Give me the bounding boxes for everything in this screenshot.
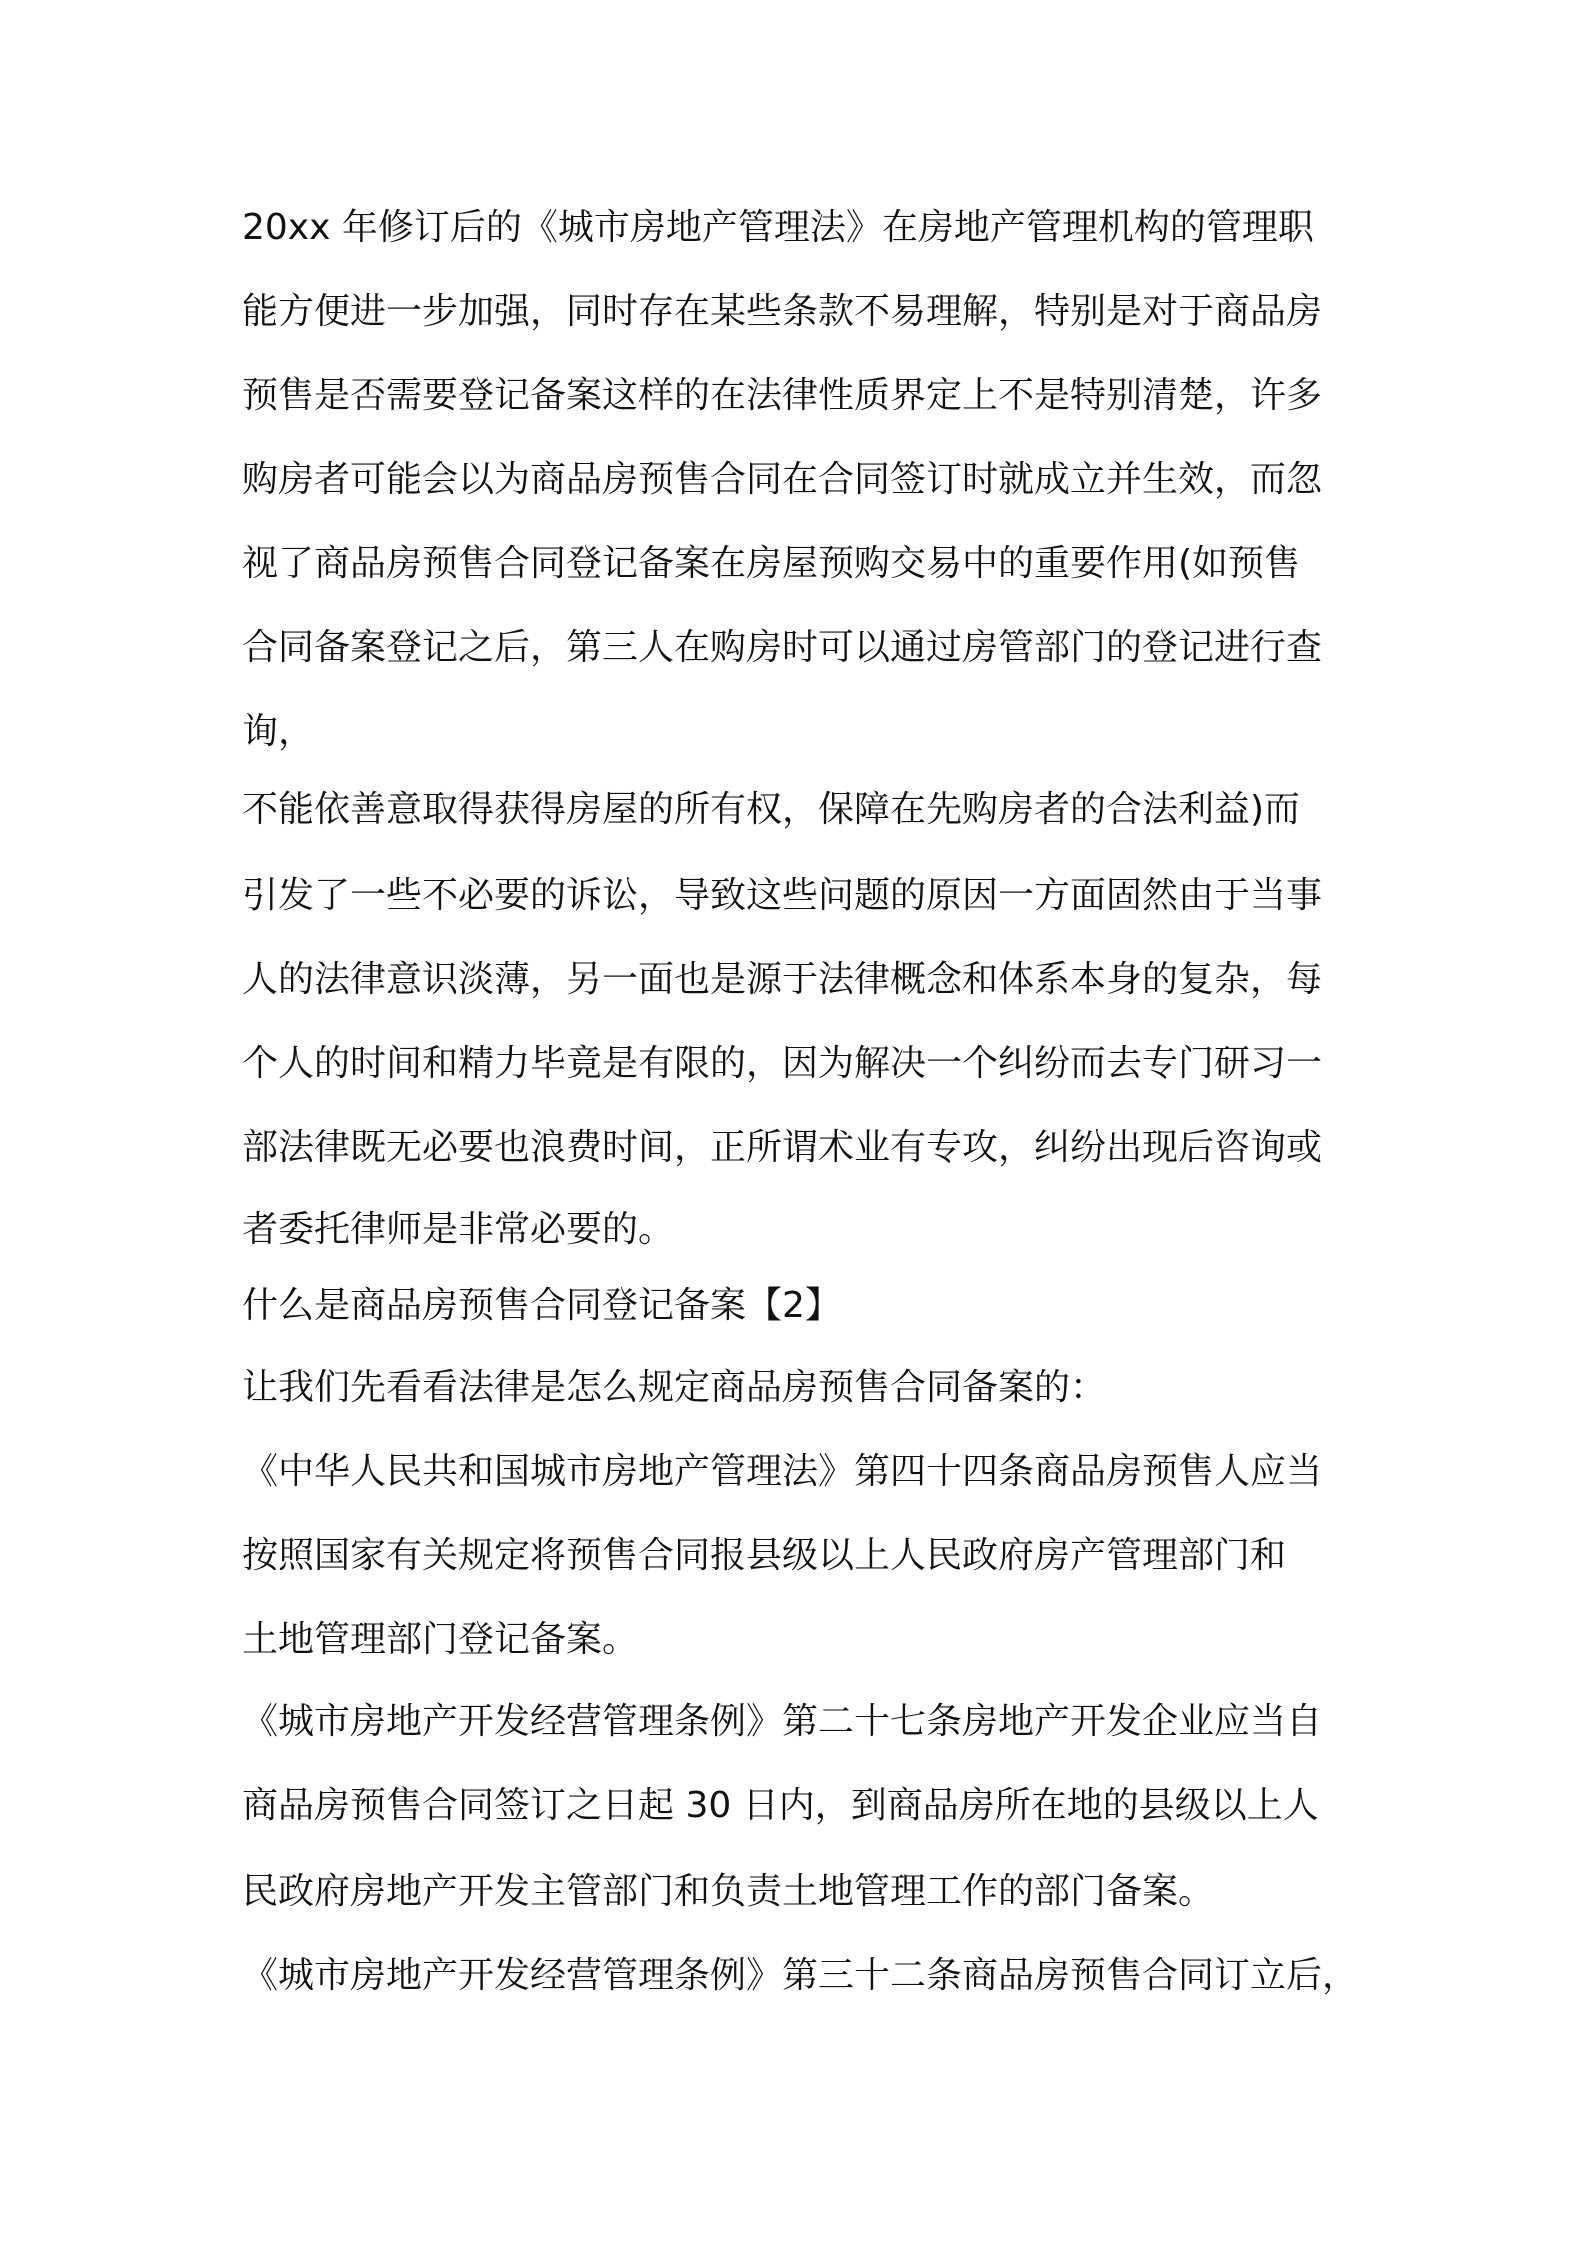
text-line: 土地管理部门登记备案。 (242, 1619, 639, 1660)
text-line: 20xx 年修订后的《城市房地产管理法》在房地产管理机构的管理职 (242, 207, 1314, 248)
text-line: 让我们先看看法律是怎么规定商品房预售合同备案的： (242, 1367, 1107, 1408)
text-line: 按照国家有关规定将预售合同报县级以上人民政府房产管理部门和 (242, 1535, 1287, 1576)
text-line: 《中华人民共和国城市房地产管理法》第四十四条商品房预售人应当 (242, 1451, 1323, 1492)
text-line: 购房者可能会以为商品房预售合同在合同签订时就成立并生效，而忽 (242, 459, 1323, 500)
text-line: 人的法律意识淡薄，另一面也是源于法律概念和体系本身的复杂，每 (242, 959, 1323, 1000)
text-line: 者委托律师是非常必要的。 (242, 1209, 675, 1250)
text-line: 《城市房地产开发经营管理条例》第二十七条房地产开发企业应当自 (242, 1701, 1323, 1742)
text-line: 不能依善意取得获得房屋的所有权，保障在先购房者的合法利益)而 (242, 789, 1301, 830)
text-line: 《城市房地产开发经营管理条例》第三十二条商品房预售合同订立后， (242, 1955, 1359, 1996)
text-line: 预售是否需要登记备案这样的在法律性质界定上不是特别清楚，许多 (242, 375, 1323, 416)
text-line: 合同备案登记之后，第三人在购房时可以通过房管部门的登记进行查 (242, 627, 1323, 668)
section-heading: 什么是商品房预售合同登记备案【2】 (242, 1285, 841, 1326)
text-line: 引发了一些不必要的诉讼，导致这些问题的原因一方面固然由于当事 (242, 875, 1323, 916)
text-line: 商品房预售合同签订之日起 30 日内，到商品房所在地的县级以上人 (242, 1785, 1319, 1826)
text-line: 部法律既无必要也浪费时间，正所谓术业有专攻，纠纷出现后咨询或 (242, 1127, 1323, 1168)
text-line: 个人的时间和精力毕竟是有限的，因为解决一个纠纷而去专门研习一 (242, 1043, 1323, 1084)
text-line: 询， (242, 711, 315, 752)
text-line: 能方便进一步加强，同时存在某些条款不易理解，特别是对于商品房 (242, 291, 1323, 332)
text-line: 民政府房地产开发主管部门和负责土地管理工作的部门备案。 (242, 1871, 1215, 1912)
text-line: 视了商品房预售合同登记备案在房屋预购交易中的重要作用(如预售 (242, 543, 1301, 584)
